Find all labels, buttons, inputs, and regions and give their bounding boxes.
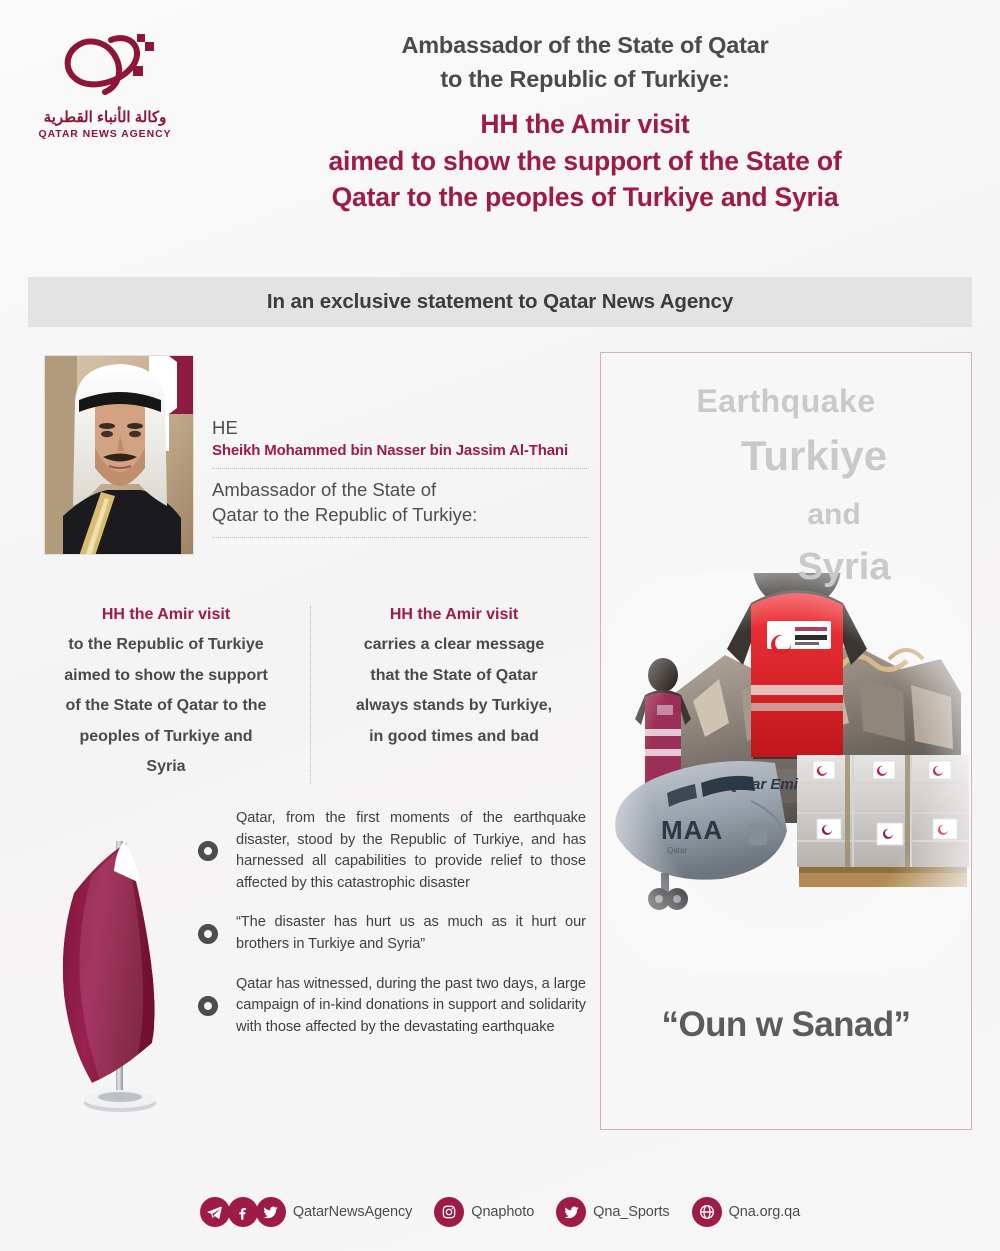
bullet-text: “The disaster has hurt us as much as it hurt our brothers in Turkiye and Syria” (236, 914, 586, 952)
headline-block (210, 0, 1000, 216)
social-label-qnasports[interactable]: Qna_Sports (593, 1204, 670, 1220)
ambassador-name: Sheikh Mohammed bin Nasser bin Jassim Al-Thani (212, 442, 568, 459)
quote-2-line: carries a clear message (363, 636, 545, 654)
header (0, 0, 1000, 262)
relief-collage-image (601, 573, 972, 973)
headline-line-3: Qatar to the peoples of Turkiye and Syria (331, 182, 839, 213)
quote-2-line: always stands by Turkiye, (355, 697, 553, 715)
bullet-text: Qatar, from the first moments of the earthquake disaster, stood by the Republic of Turkiye, and has harnessed all capabilities to provide relief to those affected by this catastrophic disaster (236, 810, 586, 891)
social-label-qnaphoto[interactable]: Qnaphoto (471, 1204, 535, 1220)
bullet-ring-icon (198, 924, 218, 944)
person-block (44, 355, 589, 555)
bullet-ring-icon (198, 841, 218, 861)
word-syria: Syria (797, 546, 891, 588)
social-group-qnaphoto (434, 1197, 534, 1227)
quote-1-line: of the State of Qatar to the (65, 697, 267, 715)
globe-icon[interactable] (692, 1197, 722, 1227)
ambassador-portrait (44, 355, 194, 555)
list-item (198, 808, 586, 894)
social-group-qnasports (556, 1197, 669, 1227)
divider-bottom (212, 537, 589, 538)
social-label-qatarnewsagency[interactable]: QatarNewsAgency (292, 1204, 413, 1220)
bullet-list (198, 808, 586, 1038)
social-group-website (692, 1197, 801, 1227)
role-line-1: Ambassador of the State of (212, 479, 437, 500)
social-label-website[interactable]: Qna.org.qa (728, 1204, 801, 1220)
quote-2-line: in good times and bad (369, 727, 539, 745)
list-item (198, 974, 586, 1039)
headline-line-2: aimed to show the support of the State of (328, 145, 842, 176)
telegram-icon[interactable] (200, 1197, 230, 1227)
relief-panel (600, 352, 972, 1130)
role-line-2: Qatar to the Republic of Turkiye: (212, 503, 478, 525)
list-item (198, 912, 586, 955)
twitter-icon[interactable] (256, 1197, 286, 1227)
qna-logo-english-text: QATAR NEWS AGENCY (38, 128, 172, 140)
instagram-icon[interactable] (434, 1197, 464, 1227)
quote-column-1 (30, 600, 302, 784)
bullet-ring-icon (198, 996, 218, 1016)
quote-1-lead: HH the Amir visit (101, 606, 231, 623)
panel-caption: “Oun w Sanad” (661, 1005, 911, 1044)
exclusive-statement-banner (28, 277, 972, 327)
panel-watermark-words (601, 383, 971, 589)
quote-column-2 (318, 600, 590, 784)
kicker-line-2: to the Republic of Turkiye: (440, 66, 730, 93)
qna-atom-logo-icon (49, 26, 161, 104)
honorific-label: HE (212, 417, 239, 438)
quotes-section (30, 600, 590, 784)
quotes-divider (302, 600, 318, 784)
facebook-icon[interactable] (228, 1197, 258, 1227)
quote-1-line: peoples of Turkiye and (79, 727, 253, 745)
word-and: and (807, 498, 861, 531)
divider-top (212, 468, 589, 469)
quote-1-line: to the Republic of Turkiye (68, 636, 264, 654)
quote-2-line: that the State of Qatar (370, 666, 538, 684)
twitter-icon[interactable] (556, 1197, 586, 1227)
social-group-qatarnewsagency (200, 1197, 412, 1227)
banner-text: In an exclusive statement to Qatar News Agency (266, 290, 734, 313)
word-earthquake: Earthquake (696, 383, 876, 419)
kicker-line-1: Ambassador of the State of Qatar (401, 32, 769, 58)
headline-line-1: HH the Amir visit (480, 109, 690, 140)
person-meta (212, 355, 589, 555)
quote-1-line: aimed to show the support (64, 666, 268, 684)
bullet-text: Qatar has witnessed, during the past two days, a large campaign of in-kind donations in support and solidarity with those affected by the devastating earthquake (236, 975, 586, 1035)
word-turkiye: Turkiye (740, 432, 888, 479)
qna-logo-arabic-text: وكالة الأنباء القطرية (43, 109, 167, 126)
qna-logo (0, 0, 210, 140)
quote-1-line: Syria (146, 757, 186, 775)
footer-social-bar (0, 1197, 1000, 1227)
quote-2-lead: HH the Amir visit (389, 606, 519, 623)
qatar-flag (40, 835, 200, 1130)
